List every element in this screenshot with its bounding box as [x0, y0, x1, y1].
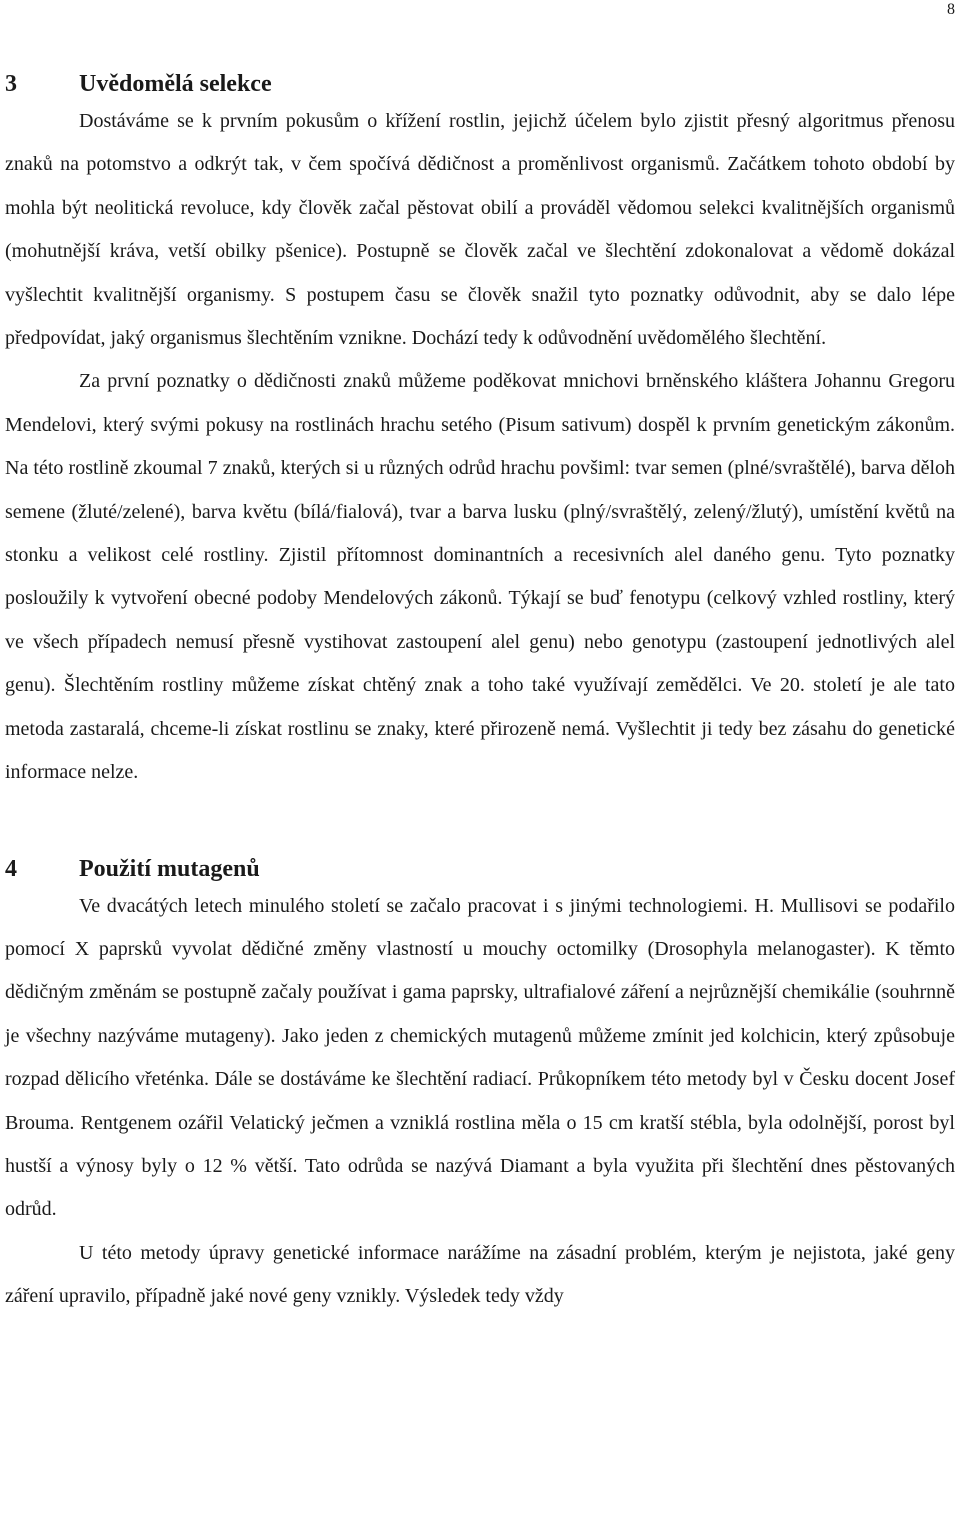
- section-title: Použití mutagenů: [79, 855, 260, 882]
- section-uvedomela-selekce: [5, 68, 955, 795]
- paragraph: Ve dvacátých letech minulého století se začalo pracovat i s jinými technologiemi. H. Mullisovi se podařilo pomocí X paprsků vyvolat dědičné změny vlastností u mouchy octomilky (Drosophyla melanogaster). K těmto dědičným změnám se postupně začaly používat i gama paprsky, ultrafialové záření a nejrůznější chemikálie (souhrnně je všechny nazýváme mutageny). Jako jeden z chemických mutagenů můžeme zmínit jed kolchicin, který způsobuje rozpad dělicího vřeténka. Dále se dostáváme ke šlechtění radiací. Průkopníkem této metody byl v Česku docent Josef Brouma. Rentgenem ozářil Velatický ječmen a vzniklá rostlina měla o 15 cm kratší stébla, byla odolnější, porost byl hustší a výnosy byly o 12 % větší. Tato odrůda se nazývá Diamant a byla využita při šlechtění dnes pěstovaných odrůd.: [5, 894, 955, 1221]
- section-number: 3: [5, 71, 17, 97]
- section-number: 4: [5, 855, 17, 882]
- paragraph: U této metody úpravy genetické informace narážíme na zásadní problém, kterým je nejistota, jaké geny záření upravilo, případně jaké nové geny vznikly. Výsledek tedy vždy: [5, 1241, 955, 1308]
- section-title: Uvědomělá selekce: [79, 71, 272, 97]
- section-heading: [5, 68, 955, 100]
- section-pouziti-mutagenu: [5, 853, 955, 1319]
- paragraph: Dostáváme se k prvním pokusům o křížení rostlin, jejichž účelem bylo zjistit přesný algoritmus přenosu znaků na potomstvo a odkrýt tak, v čem spočívá dědičnost a proměnlivost organismů. Začátkem tohoto období by mohla být neolitická revoluce, kdy člověk začal pěstovat obilí a prováděl vědomou selekci kvalitnějších organismů (mohutnější kráva, vetší obilky pšenice). Postupně se člověk začal ve šlechtění zdokonalovat a vědomě dokázal vyšlechtit kvalitnější organismy. S postupem času se člověk snažil tyto poznatky odůvodnit, aby se dalo lépe předpovídat, jaký organismus šlechtěním vznikne. Dochází tedy k odůvodnění uvědomělého šlechtění.: [5, 110, 955, 350]
- page-number: 8: [947, 1, 955, 18]
- paragraph: Za první poznatky o dědičnosti znaků můžeme poděkovat mnichovi brněnského kláštera Johannu Gregoru Mendelovi, který svými pokusy na rostlinách hrachu setého (Pisum sativum) dospěl k prvním genetickým zákonům. Na této rostlině zkoumal 7 znaků, kterých si u různých odrůd hrachu povšiml: tvar semen (plné/svraštělé), barva děloh semene (žluté/zelené), barva květu (bílá/fialová), tvar a barva lusku (plný/svraštělý, zelený/žlutý), umístění květů na stonku a velikost celé rostliny. Zjistil přítomnost dominantních a recesivních alel daného genu. Tyto poznatky posloužily k vytvoření obecné podoby Mendelových zákonů. Týkají se buď fenotypu (celkový vzhled rostliny, který ve všech případech nemusí přesně vystihovat zastoupení alel genu) nebo genotypu (zastoupení jednotlivých alel genu). Šlechtěním rostliny můžeme získat chtěný znak a toho také využívají zemědělci. Ve 20. století je ale tato metoda zastaralá, chceme-li získat rostlinu se znaky, které přirozeně nemá. Vyšlechtit ji tedy bez zásahu do genetické informace nelze.: [5, 370, 955, 784]
- document-body: [5, 68, 955, 1319]
- section-heading: [5, 853, 955, 885]
